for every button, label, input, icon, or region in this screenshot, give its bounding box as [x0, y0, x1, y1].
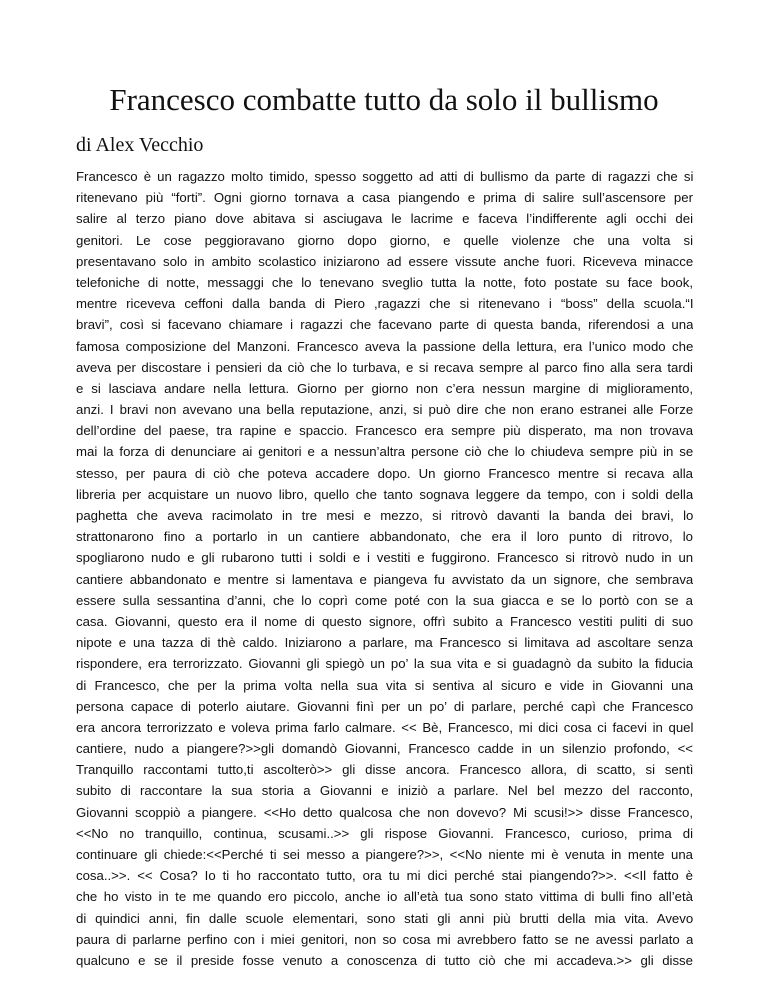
- body-line: cantiere abbandonato e mentre si lamentava e piangeva fu avvistato da un signore, che sembrava: [76, 571, 693, 587]
- body-line: casa. Giovanni, questo era il nome di questo signore, offrì subito a Francesco vestiti puliti di suo: [76, 613, 693, 629]
- body-line: anzi. I bravi non avevano una bella reputazione, anzi, si può dire che non erano estranei alle Forze: [76, 402, 693, 418]
- body-line: di Francesco, che per la prima volta nella sua vita si sentiva al sicuro e vide in Giovanni una: [76, 677, 693, 693]
- body-line: cantiere, nudo a piangere?>>gli domandò Giovanni, Francesco cadde in un silenzio profondo, <<: [76, 741, 693, 757]
- body-line: telefoniche di notte, messaggi che lo tenevano sveglio tutta la notte, foto postate su face book,: [76, 274, 693, 290]
- body-line: che ho visto in te me quando ero piccolo, anche io all’età tua sono stato vittima di bulli fino all’età: [76, 889, 693, 905]
- body-line: genitori. Le cose peggioravano giorno dopo giorno, e quelle violenze che una volta si: [76, 232, 693, 248]
- body-line: di quindici anni, fin dalle scuole elementari, sono stati gli anni più brutti della mia vita. Avevo: [76, 910, 693, 926]
- body-line: paura di parlarne perfino con i miei genitori, non so cosa mi avrebbero fatto se ne avessi parlato a: [76, 931, 693, 947]
- body-line: cosa..>>. << Cosa? Io ti ho raccontato tutto, ora tu mi dici perché stai piangendo?>>. <<Il fatto è: [76, 868, 693, 884]
- body-line: mai la forza di denunciare ai genitori e a nessun’altra persone ciò che lo chiudeva sempre più in se: [76, 444, 693, 460]
- document-author: di Alex Vecchio: [76, 134, 204, 156]
- body-line: salire al terzo piano dove abitava si asciugava le lacrime e faceva l’indifferente agli occhi dei: [76, 211, 693, 227]
- body-text: [76, 166, 693, 971]
- body-line: nipote e una tazza di thè caldo. Iniziarono a parlare, ma Francesco si limitava ad ascoltare senza: [76, 635, 693, 651]
- body-line: continuare gli chiede:<<Perché ti sei messo a piangere?>>, <<No niente mi è venuta in mente una: [76, 847, 693, 862]
- document-title: Francesco combatte tutto da solo il bullismo: [109, 82, 659, 117]
- body-line: presentavano solo in ambito scolastico iniziarono ad essere vissute anche fuori. Riceveva minacce: [76, 253, 693, 269]
- body-line: paghetta che aveva racimolato in tre mesi e mezzo, si ritrovò davanti la banda dei bravi, lo: [76, 508, 693, 523]
- body-line: ritenevano più “forti”. Ogni giorno tornava a casa piangendo e prima di salire sull’ascensore per: [76, 190, 693, 206]
- body-line: persona capace di poterlo aiutare. Giovanni finì per un po’ di parlare, perché capì che Francesco: [76, 698, 693, 714]
- body-line: aveva per discostare i pensieri da ciò che lo turbava, e si recava sempre al parco fino alla sera tardi: [76, 359, 693, 375]
- body-line: subito di raccontare la sua storia a Giovanni e iniziò a parlare. Nel bel mezzo del racconto,: [76, 783, 693, 799]
- body-line: famosa composizione del Manzoni. Francesco aveva la passione della lettura, era l’unico modo che: [76, 338, 693, 354]
- body-line: stesso, per paura di ciò che poteva accadere dopo. Un giorno Francesco mentre si recava alla: [76, 465, 693, 481]
- body-line: qualcuno e se il preside fosse venuto a conoscenza di tutto ciò che mi accadeva.>> gli disse: [76, 952, 693, 968]
- body-line: Francesco è un ragazzo molto timido, spesso soggetto ad atti di bullismo da parte di ragazzi che si: [76, 169, 693, 184]
- body-line: essere sulla sessantina d’anni, che lo coprì come poté con la sua giacca e se lo portò con se a: [76, 592, 693, 608]
- body-line: bravi”, così si facevano chiamare i ragazzi che facevano parte di questa banda, riferendosi a una: [76, 317, 693, 333]
- body-line: mentre riceveva ceffoni dalla banda di Piero ,ragazzi che si ritenevano i “boss” della scuola.“I: [76, 296, 693, 312]
- body-line: e si lasciava andare nella lettura. Giorno per giorno non c’era nessun margine di miglioramento,: [76, 380, 693, 396]
- body-line: Giovanni scoppiò a piangere. <<Ho detto qualcosa che non dovevo? Mi scusi!>> disse Francesco,: [76, 804, 693, 820]
- body-line: <<No no tranquillo, continua, scusami..>> gli rispose Giovanni. Francesco, curioso, prima di: [76, 825, 693, 841]
- body-line: Tranquillo raccontami tutto,ti ascolterò>> gli disse ancora. Francesco allora, di scatto, si sentì: [76, 762, 693, 778]
- body-line: rispondere, era terrorizzato. Giovanni gli spiegò un po’ la sua vita e si guadagnò da subito la fiducia: [76, 656, 693, 672]
- body-line: spogliarono nudo e gli rubarono tutti i soldi e i vestiti e fuggirono. Francesco si ritrovò nudo in un: [76, 550, 693, 566]
- body-line: era ancora terrorizzato e voleva prima farlo calmare. << Bè, Francesco, mi dici cosa ci facevi in quel: [76, 719, 693, 735]
- body-line: libreria per acquistare un nuovo libro, quello che tanto sognava leggere da tempo, con i soldi della: [76, 486, 693, 502]
- body-line: dell’ordine del paese, tra rapine e spaccio. Francesco era sempre più disperato, ma non trovava: [76, 423, 693, 439]
- body-line: strattonarono fino a portarlo in un cantiere abbandonato, che era il loro punto di ritrovo, lo: [76, 529, 693, 545]
